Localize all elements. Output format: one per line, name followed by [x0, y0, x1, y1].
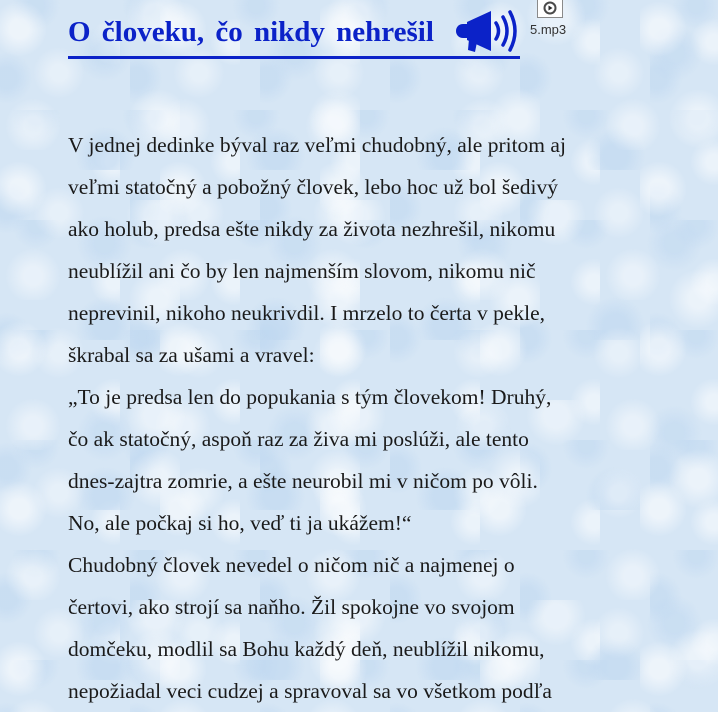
story-line: čo ak statočný, aspoň raz za živa mi poslúži, ale tento: [68, 427, 529, 451]
story-line: neprevinil, nikoho neukrivdil. I mrzelo to čerta v pekle,: [68, 301, 546, 325]
story-line: V jednej dedinke býval raz veľmi chudobný, ale pritom aj: [68, 133, 566, 157]
page-title[interactable]: O človeku, čo nikdy nehrešil: [68, 16, 434, 48]
story-line: čertovi, ako strojí sa naňho. Žil spokojne vo svojom: [68, 595, 515, 619]
story-line: neublížil ani čo by len najmenším slovom, nikomu nič: [68, 259, 536, 283]
speaker-icon[interactable]: [453, 8, 519, 54]
story-line: Chudobný človek nevedel o ničom nič a najmenej o: [68, 553, 515, 577]
story-line: škrabal sa za ušami a vravel:: [68, 343, 315, 367]
story-line: veľmi statočný a pobožný človek, lebo hoc už bol šedivý: [68, 175, 558, 199]
story-title-link[interactable]: [68, 6, 520, 59]
story-line: ako holub, predsa ešte nikdy za života nezhrešil, nikomu: [68, 217, 556, 241]
media-play-icon[interactable]: [537, 0, 563, 18]
story-line: domčeku, modlil sa Bohu každý deň, neublížil nikomu,: [68, 637, 545, 661]
story-text: [68, 124, 708, 712]
story-line: „To je predsa len do popukania s tým človekom! Druhý,: [68, 385, 552, 409]
story-line: No, ale počkaj si ho, veď ti ja ukážem!“: [68, 511, 412, 535]
audio-file-label[interactable]: 5.mp3: [530, 22, 567, 37]
story-line: dnes-zajtra zomrie, a ešte neurobil mi v ničom po vôli.: [68, 469, 538, 493]
story-line: nepožiadal veci cudzej a spravoval sa vo všetkom podľa: [68, 679, 552, 703]
